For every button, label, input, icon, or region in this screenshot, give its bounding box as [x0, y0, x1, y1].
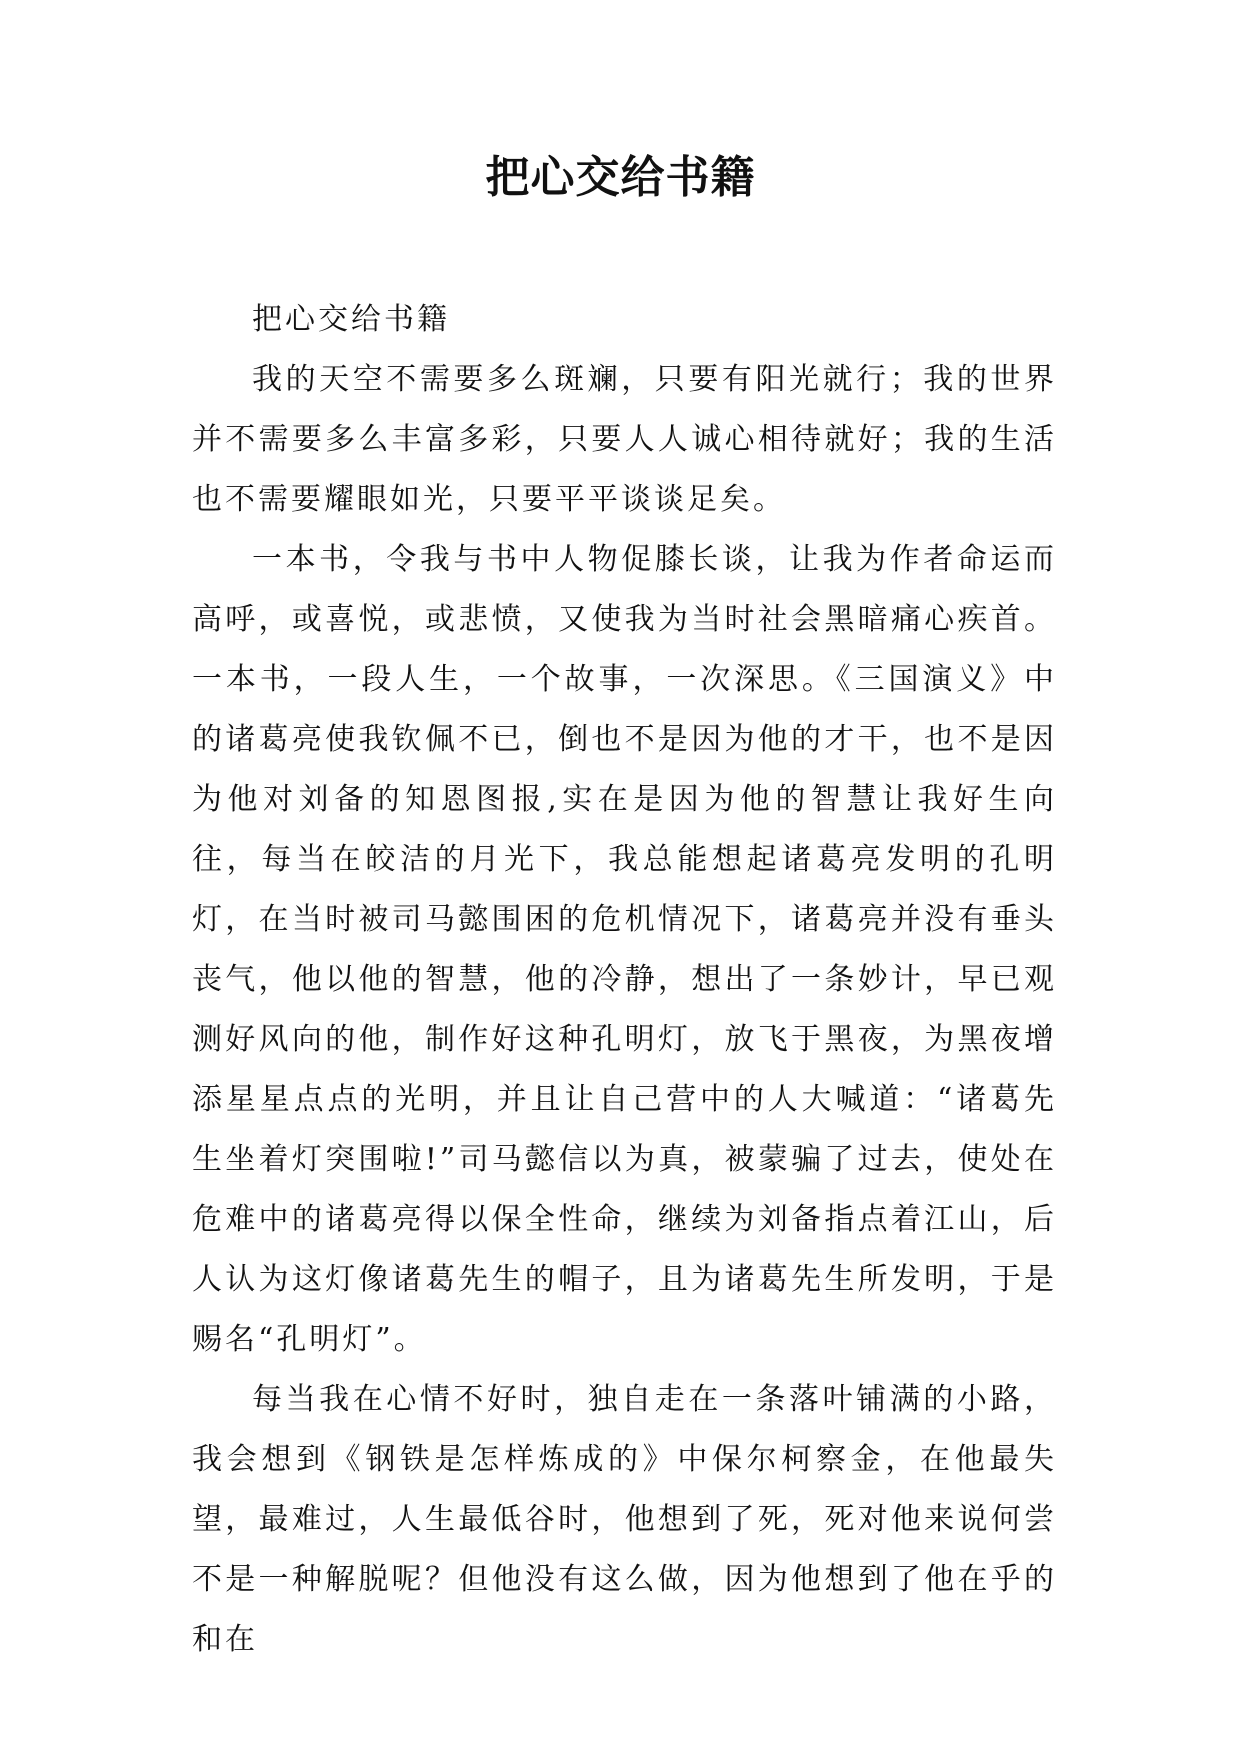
- paragraph: 一本书，令我与书中人物促膝长谈，让我为作者命运而高呼，或喜悦，或悲愤，又使我为当时社会黑暗痛心疾首。一本书，一段人生，一个故事，一次深思。《三国演义》中的诸葛亮使我钦佩不已，倒也不是因为他的才干，也不是因为他对刘备的知恩图报,实在是因为他的智慧让我好生向往，每当在皎洁的月光下，我总能想起诸葛亮发明的孔明灯，在当时被司马懿围困的危机情况下，诸葛亮并没有垂头丧气，他以他的智慧，他的冷静，想出了一条妙计，早已观测好风向的他，制作好这种孔明灯，放飞于黑夜，为黑夜增添星星点点的光明，并且让自己营中的人大喊道：“诸葛先生坐着灯突围啦!”司马懿信以为真，被蒙骗了过去，使处在危难中的诸葛亮得以保全性命，继续为刘备指点着江山，后人认为这灯像诸葛先生的帽子，且为诸葛先生所发明，于是赐名“孔明灯”。: [192, 542, 1057, 1357]
- paragraph: 把心交给书籍: [252, 302, 450, 337]
- document-title: 把心交给书籍: [485, 152, 756, 203]
- document-body: [192, 290, 1057, 1670]
- paragraph: 我的天空不需要多么斑斓，只要有阳光就行；我的世界并不需要多么丰富多彩，只要人人诚心相待就好；我的生活也不需要耀眼如光，只要平平谈谈足矣。: [192, 362, 1057, 517]
- paragraph: 每当我在心情不好时，独自走在一条落叶铺满的小路，我会想到《钢铁是怎样炼成的》中保尔柯察金，在他最失望，最难过，人生最低谷时，他想到了死，死对他来说何尝不是一种解脱呢？但他没有这么做，因为他想到了他在乎的和在: [192, 1382, 1057, 1657]
